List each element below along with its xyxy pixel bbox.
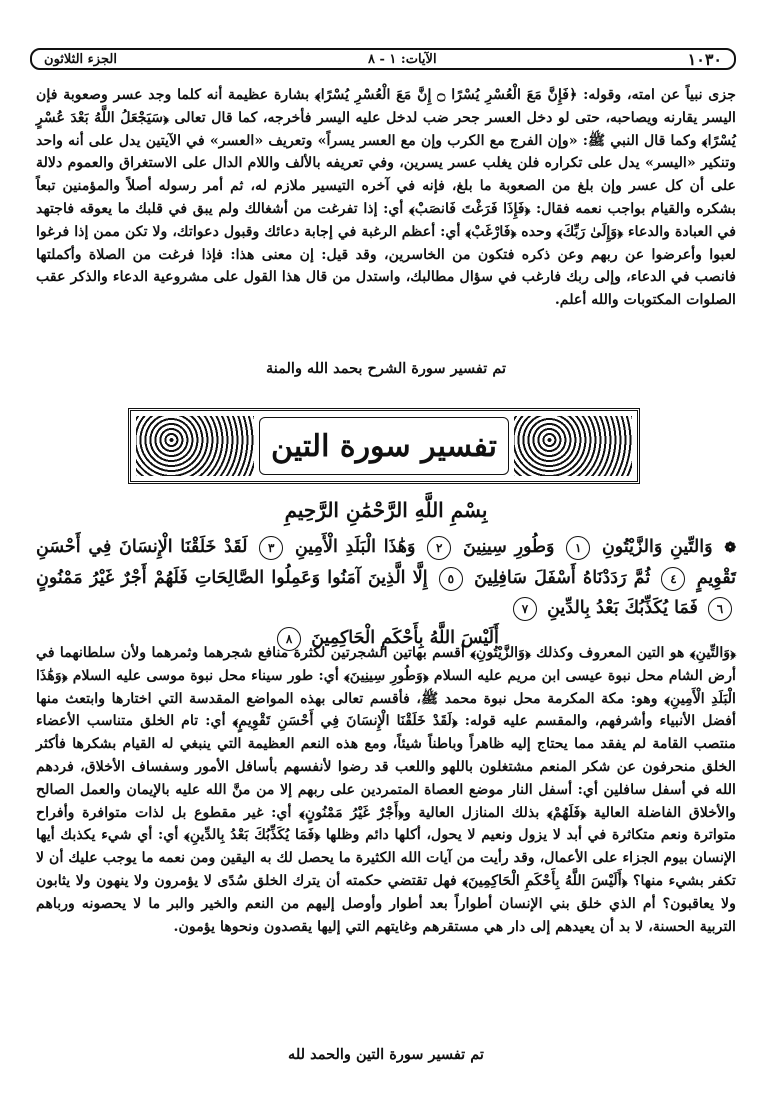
verse-text: لَقَدْ خَلَقْنَا الْإِنسَانَ فِي أَحْسَنِ تَقْوِيمٍ — [36, 537, 736, 588]
verse-text: وَهَٰذَا الْبَلَدِ الْأَمِينِ — [295, 537, 416, 557]
sharh-closing-line: تم تفسير سورة الشرح بحمد الله والمنة — [265, 360, 507, 377]
verse-text: أَلَيْسَ اللَّهُ بِأَحْكَمِ الْحَاكِمِينَ — [311, 628, 499, 648]
verse-number: ٢ — [427, 536, 451, 560]
ornament-right — [514, 416, 632, 476]
verse-text: وَالتِّينِ وَالزَّيْتُونِ — [601, 537, 713, 557]
tin-tafsir-text — [36, 642, 736, 938]
paragraph: جزى نبياً عن امته، وقوله: ﴿فَإِنَّ مَعَ الْعُسْرِ يُسْرًا ۝ إِنَّ مَعَ الْعُسْرِ يُسْرًا﴾ بشارة عظيمة أنه كلما وجد عسر وصعوبة فإن اليسر يقارنه ويصاحبه، حتى لو دخل العسر جحر ضب لدخل عليه اليسر فأخرجه، كما قال تعالى ﴿سَيَجْعَلُ اللَّهُ بَعْدَ عُسْرٍ يُسْرًا﴾ وكما قال النبي ﷺ: «وإن الفرج مع الكرب وإن مع العسر يسراً» وتعريف «العسر» في الآيتين يدل على أنه واحد وتنكير «اليسر» يدل على تكراره فلن يغلب عسر يسرين، وفي تعريفه بالألف واللام الدال على الاستغراق والعموم دلالة على أن كل عسر وإن بلغ من الصعوبة ما بلغ، فإنه في آخره التيسير ملازم له، ثم أمر رسوله أصلاً والمؤمنين تبعاً بشكره والقيام بواجب نعمه فقال: ﴿فَإِذَا فَرَغْتَ فَانصَبْ﴾ أي: إذا تفرغت من أشغالك ولم يبق في قلبك ما يعوقه فاجتهد في العبادة والدعاء ﴿وَإِلَىٰ رَبِّكَ﴾ وحده ﴿فَارْغَبْ﴾ أي: أعظم الرغبة في إجابة دعائك وقبول دعواتك، ولا تكن ممن إذا فرغوا لعبوا وأعرضوا عن ربهم وعن ذكره فتكون من الخاسرين، وقد قيل: إن معنى هذا: فإذا فرغت من الصلاة وأكملتها فانصب في الدعاء، وإلى ربك فارغب في سؤال مطالبك، واستدل من قال هذا القول على مشروعية الدعاء والذكر عقب الصلوات المكتوبات والله أعلم. — [36, 87, 736, 309]
surah-title-banner — [128, 408, 640, 484]
verse-number: ٤ — [661, 567, 685, 591]
running-header — [30, 48, 736, 70]
surah-title: تفسير سورة التين — [259, 417, 509, 475]
paragraph: ﴿وَالتِّينِ﴾ هو التين المعروف وكذلك ﴿وَالزَّيْتُونِ﴾ أقسم بهاتين الشجرتين لكثرة منافع شجرهما وثمرهما ولأن سلطانهما في أرض الشام محل نبوة عيسى ابن مريم عليه السلام ﴿وَطُورِ سِينِينَ﴾ أي: طور سيناء محل نبوة موسى عليه السلام ﴿وَهَٰذَا الْبَلَدِ الْأَمِينِ﴾ وهو: مكة المكرمة محل نبوة محمد ﷺ، فأقسم تعالى بهذه المواضع المقدسة التي اختارها وابتعث منها أفضل الأنبياء وأشرفهم، والمقسم عليه قوله: ﴿لَقَدْ خَلَقْنَا الْإِنسَانَ فِي أَحْسَنِ تَقْوِيمٍ﴾ أي: تام الخلق متناسب الأعضاء منتصب القامة لم يفقد مما يحتاج إليه ظاهراً وباطناً شيئاً، ومع هذه النعم العظيمة التي ينبغي له القيام بشكرها فأكثر الخلق منحرفون عن شكر المنعم مشتغلون باللهو واللعب قد رضوا لأنفسهم بأسافل الأمور وسفساف الأخلاق، فردهم الله في أسفل سافلين أي: أسفل النار موضع العصاة المتمردين على ربهم إلا من منَّ الله عليه بالإيمان والعمل الصالح والأخلاق الفاضلة العالية ﴿فَلَهُمْ﴾ بذلك المنازل العالية و﴿أَجْرٌ غَيْرُ مَمْنُونٍ﴾ أي: غير مقطوع بل لذات متوافرة وأفراح متواترة ونعم متكاثرة في أبد لا يزول ونعيم لا يحول، أكلها دائم وظلها ﴿فَمَا يُكَذِّبُكَ بَعْدُ بِالدِّينِ﴾ أي: أي شيء يكذبك أيها الإنسان بيوم الجزاء على الأعمال، وقد رأيت من آيات الله الكثيرة ما يحصل لك به اليقين ومن نعمه ما يوجب عليك أن لا تكفر بشيء منها؟ ﴿أَلَيْسَ اللَّهُ بِأَحْكَمِ الْحَاكِمِينَ﴾ فهل تقتضي حكمته أن يترك الخلق سُدًى لا يؤمرون ولا ينهون ولا يثابون ولا يعاقبون؟ أم الذي خلق بني الإنسان أطواراً بعد أطوار وأوصل إليهم من النعم والخير والبر ما لا يحصونه ورباهم التربية الحسنة، لا بد أن يعيدهم إلى دار هي مستقرهم وغايتهم التي إليها يقصدون ونحوها يؤمون. — [36, 645, 736, 935]
verse-number: ١ — [566, 536, 590, 560]
verse-number: ٨ — [277, 627, 301, 651]
verse-text: إِلَّا الَّذِينَ آمَنُوا وَعَمِلُوا الصَّالِحَاتِ فَلَهُمْ أَجْرٌ غَيْرُ مَمْنُونٍ — [36, 568, 428, 588]
ornament-left — [136, 416, 254, 476]
verse-number: ٣ — [259, 536, 283, 560]
verse-text: ثُمَّ رَدَدْنَاهُ أَسْفَلَ سَافِلِينَ — [474, 568, 651, 588]
verse-text: وَطُورِ سِينِينَ — [463, 537, 555, 557]
quran-verses — [36, 532, 736, 653]
verse-number: ٧ — [513, 597, 537, 621]
verses-range: الآيات: ١ - ٨ — [367, 51, 437, 67]
juz-label: الجزء الثلاثون — [44, 51, 117, 67]
verse-text: فَمَا يُكَذِّبُكَ بَعْدُ بِالدِّينِ — [547, 598, 698, 618]
page-number: ١٠٣٠ — [687, 49, 722, 69]
basmala: بِسْمِ اللَّهِ الرَّحْمَٰنِ الرَّحِيمِ — [284, 498, 488, 522]
tin-closing-line: تم تفسير سورة التين والحمد لله — [288, 1046, 484, 1063]
verse-number: ٥ — [439, 567, 463, 591]
sharh-tafsir-text — [36, 84, 736, 312]
flower-ornament-icon: ❁ — [724, 540, 737, 556]
verse-number: ٦ — [708, 597, 732, 621]
